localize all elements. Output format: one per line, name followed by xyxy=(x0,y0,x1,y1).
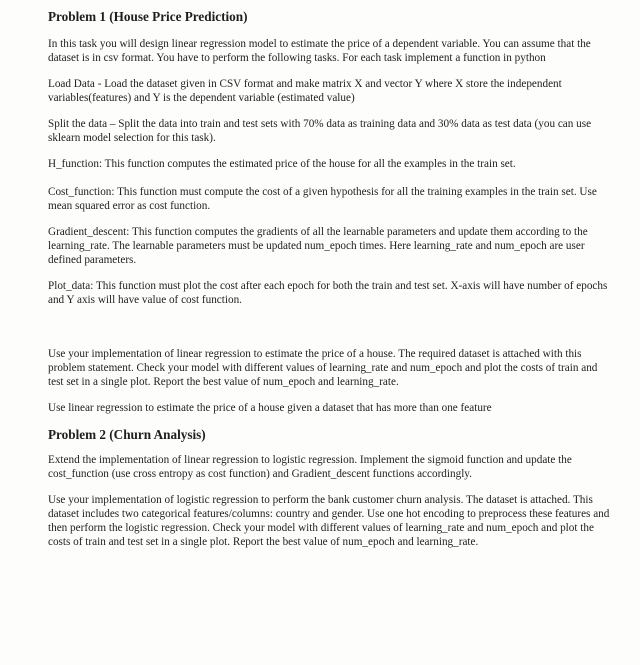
task-split-data: Split the data – Split the data into train and test sets with 70% data as training data and 30% data as test data (you can use sklearn model selection for this task). xyxy=(48,118,592,144)
problem-1-usage: Use your implementation of linear regression to estimate the price of a house. The required dataset is attached with this problem statement. Check your model with different values of learning_rate and num_epoch and plot the costs of train and test set in a single plot. Report the best value of num_epoch and learning_rate. xyxy=(48,348,598,388)
problem-2-title: Problem 2 (Churn Analysis) xyxy=(48,427,206,442)
task-plot-data: Plot_data: This function must plot the cost after each epoch for both the train and test set. X-axis will have number of epochs and Y axis will have value of cost function. xyxy=(48,280,608,306)
problem-1-multi-feature: Use linear regression to estimate the price of a house given a dataset that has more than one feature xyxy=(48,402,492,414)
task-gradient-descent: Gradient_descent: This function computes the gradients of all the learnable parameters and update them according to the learning_rate. The learnable parameters must be updated num_epoch times. Here learning_rate and num_epoch are user defined parameters. xyxy=(48,226,588,266)
problem-1-title: Problem 1 (House Price Prediction) xyxy=(48,9,248,24)
task-h-function: H_function: This function computes the estimated price of the house for all the examples in the train set. xyxy=(48,158,516,170)
problem-2-churn: Use your implementation of logistic regression to perform the bank customer churn analysis. The dataset is attached. This dataset includes two categorical features/columns: country and gender. Use one hot encoding to preprocess these features and then perform the logistic regression. Check your model with different values of learning_rate and num_epoch and plot the costs of train and test set in a single plot. Report the best value of num_epoch and learning_rate. xyxy=(48,494,610,548)
task-cost-function: Cost_function: This function must compute the cost of a given hypothesis for all the training examples in the train set. Use mean squared error as cost function. xyxy=(48,186,597,212)
problem-2-extend: Extend the implementation of linear regression to logistic regression. Implement the sigmoid function and update the cost_function (use cross entropy as cost function) and Gradient_descent functions accordingly. xyxy=(48,454,572,480)
problem-1-intro: In this task you will design linear regression model to estimate the price of a dependent variable. You can assume that the dataset is in csv format. You have to perform the following tasks. For each task implement a function in python xyxy=(48,38,591,64)
task-load-data: Load Data - Load the dataset given in CSV format and make matrix X and vector Y where X store the independent variables(features) and Y is the dependent variable (estimated value) xyxy=(48,78,562,104)
